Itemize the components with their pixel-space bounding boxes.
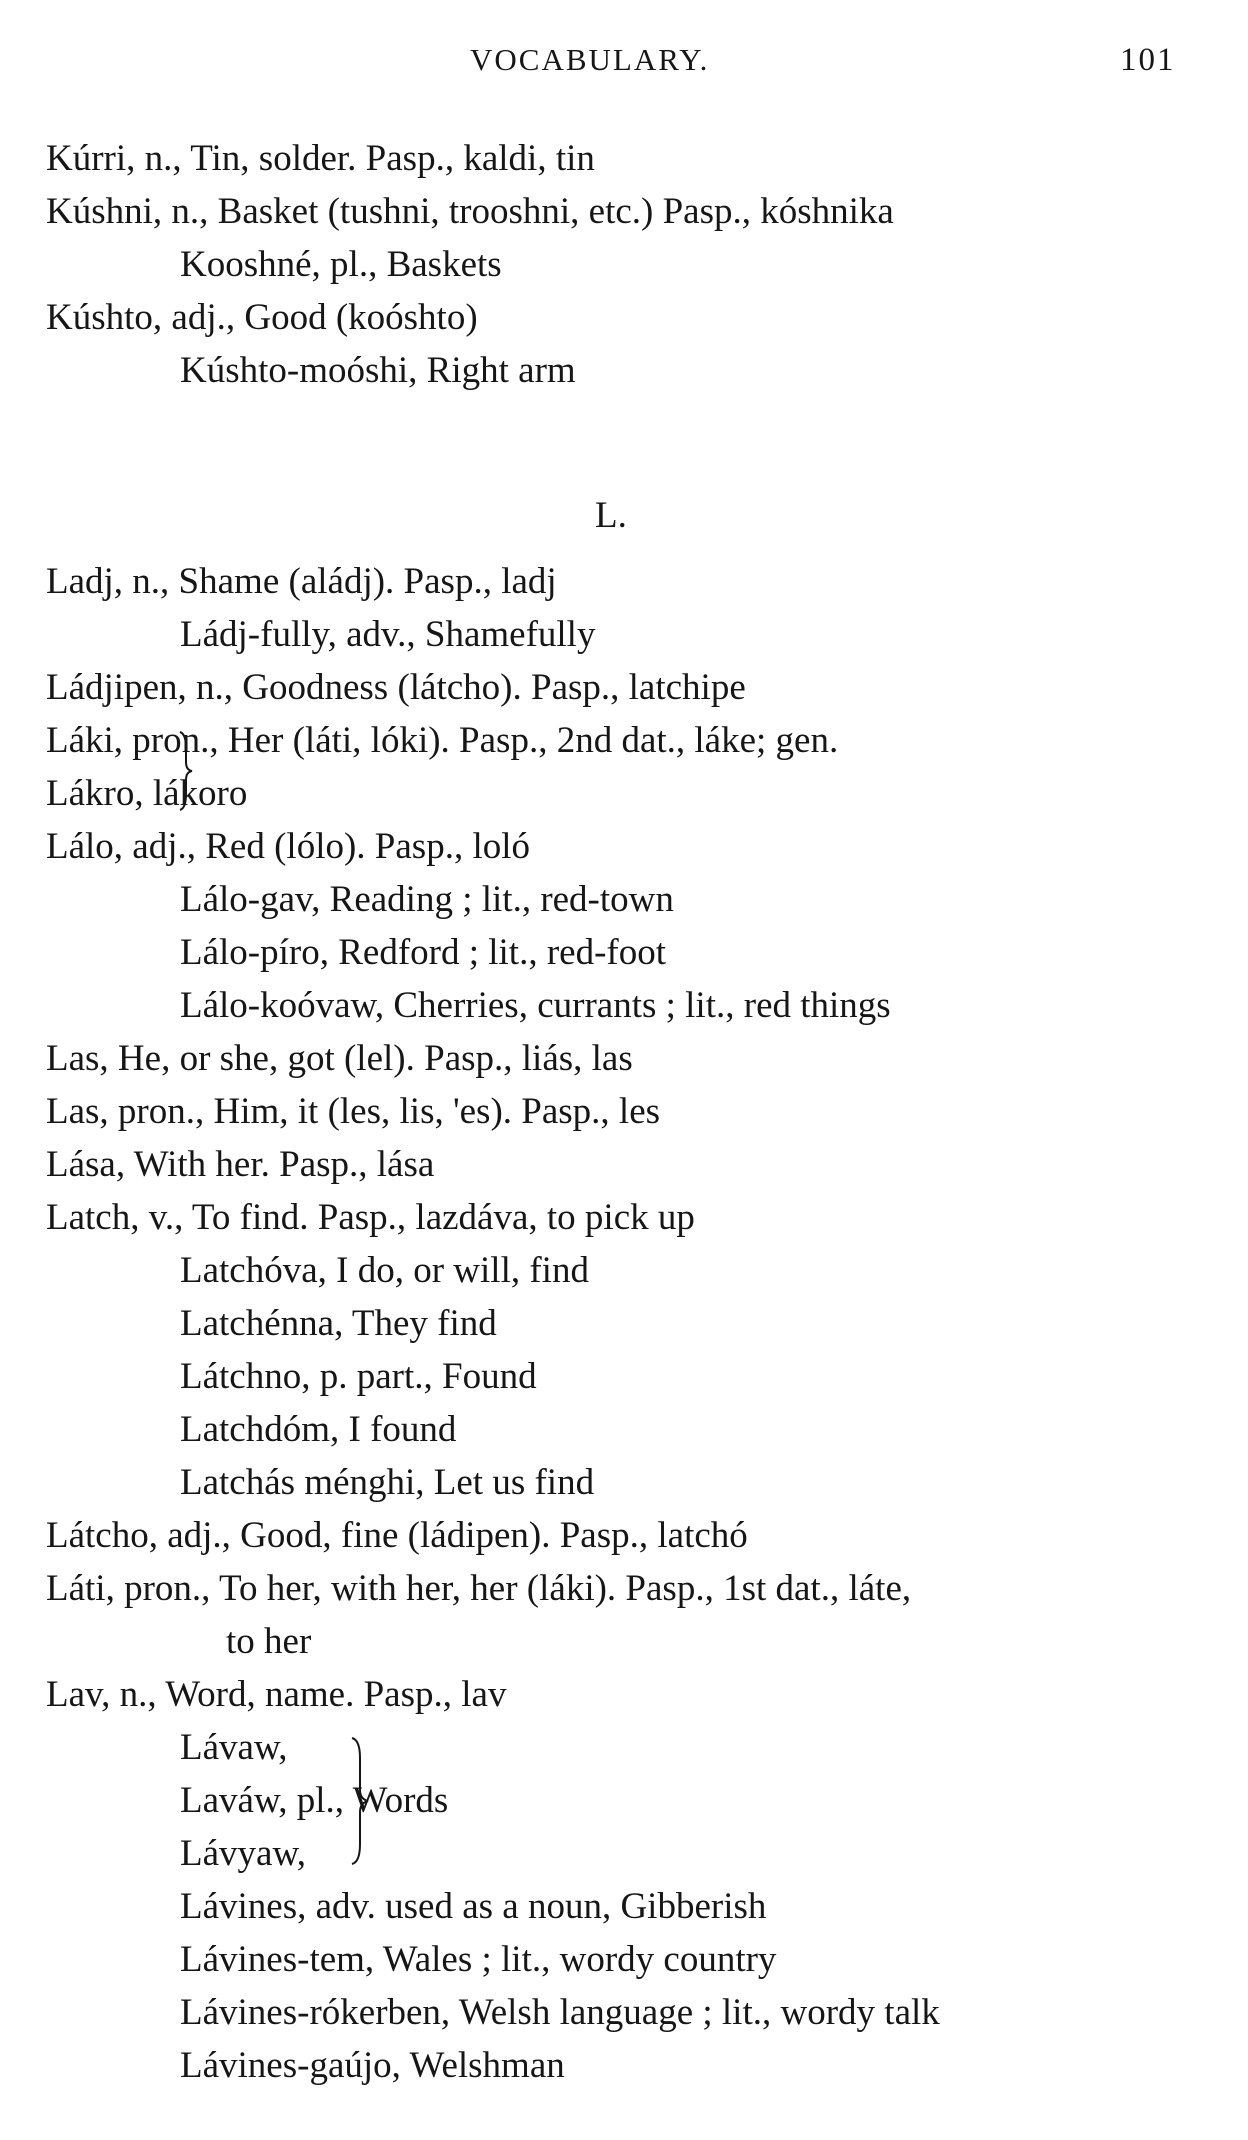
- entry-subline: Lávines, adv. used as a noun, Gibberish: [180, 1886, 767, 1927]
- entry-subline: Lávines-gaújo, Welshman: [180, 2045, 565, 2086]
- entry-line: Ladj, n., Shame (aládj). Pasp., ladj: [46, 561, 557, 602]
- page-number: 101: [1120, 42, 1176, 78]
- entry-line: Ládjipen, n., Goodness (látcho). Pasp., latchipe: [46, 667, 746, 708]
- section-heading: L.: [595, 495, 627, 536]
- entry-subline: Lávaw,: [180, 1727, 288, 1768]
- entry-subline: Lálo-gav, Reading ; lit., red-town: [180, 879, 674, 920]
- entry-line: Lákro, lákoro: [46, 773, 248, 814]
- entry-line: Látcho, adj., Good, fine (ládipen). Pasp., latchó: [46, 1515, 748, 1556]
- entry-subline: Lálo-píro, Redford ; lit., red-foot: [180, 932, 667, 973]
- entry-subline: Lávines-rókerben, Welsh language ; lit., wordy talk: [180, 1992, 940, 2033]
- entry-subline: Lávines-tem, Wales ; lit., wordy country: [180, 1939, 777, 1980]
- entry-line: Latch, v., To find. Pasp., lazdáva, to pick up: [46, 1197, 695, 1238]
- entry-line: Las, pron., Him, it (les, lis, 'es). Pasp., les: [46, 1091, 661, 1132]
- entry-subline: Látchno, p. part., Found: [180, 1356, 537, 1397]
- entry-subline: Ládj-fully, adv., Shamefully: [180, 614, 596, 655]
- entry-subline: Laváw, pl., Words: [180, 1780, 449, 1821]
- entry-line: Las, He, or she, got (lel). Pasp., liás, las: [46, 1038, 633, 1079]
- curly-brace-icon: [348, 1736, 372, 1866]
- entry-line: Lása, With her. Pasp., lása: [46, 1144, 435, 1185]
- entry-line: Kúshto, adj., Good (koóshto): [46, 297, 478, 338]
- entry-continuation: to her: [226, 1621, 312, 1662]
- entry-subline: Lávyaw,: [180, 1833, 307, 1874]
- entry-line: Kúshni, n., Basket (tushni, trooshni, etc.) Pasp., kóshnika: [46, 191, 894, 232]
- entry-subline: Lálo-koóvaw, Cherries, currants ; lit., red things: [180, 985, 891, 1026]
- entry-subline: Kooshné, pl., Baskets: [180, 244, 502, 285]
- entry-subline: Kúshto-moóshi, Right arm: [180, 350, 576, 391]
- entry-line: Lav, n., Word, name. Pasp., lav: [46, 1674, 507, 1715]
- curly-brace-icon: [176, 730, 196, 812]
- running-head: [0, 42, 1248, 82]
- entry-subline: Latchás ménghi, Let us find: [180, 1462, 595, 1503]
- entry-subline: Latchénna, They find: [180, 1303, 497, 1344]
- entry-subline: Latchóva, I do, or will, find: [180, 1250, 589, 1291]
- running-title: VOCABULARY.: [470, 42, 710, 77]
- entry-subline: Latchdóm, I found: [180, 1409, 457, 1450]
- entry-line: Kúrri, n., Tin, solder. Pasp., kaldi, tin: [46, 138, 595, 179]
- entry-line: Láki, pron., Her (láti, lóki). Pasp., 2nd dat., láke; gen.: [46, 720, 839, 761]
- entry-line: Láti, pron., To her, with her, her (láki). Pasp., 1st dat., láte,: [46, 1568, 912, 1609]
- entry-line: Lálo, adj., Red (lólo). Pasp., loló: [46, 826, 531, 867]
